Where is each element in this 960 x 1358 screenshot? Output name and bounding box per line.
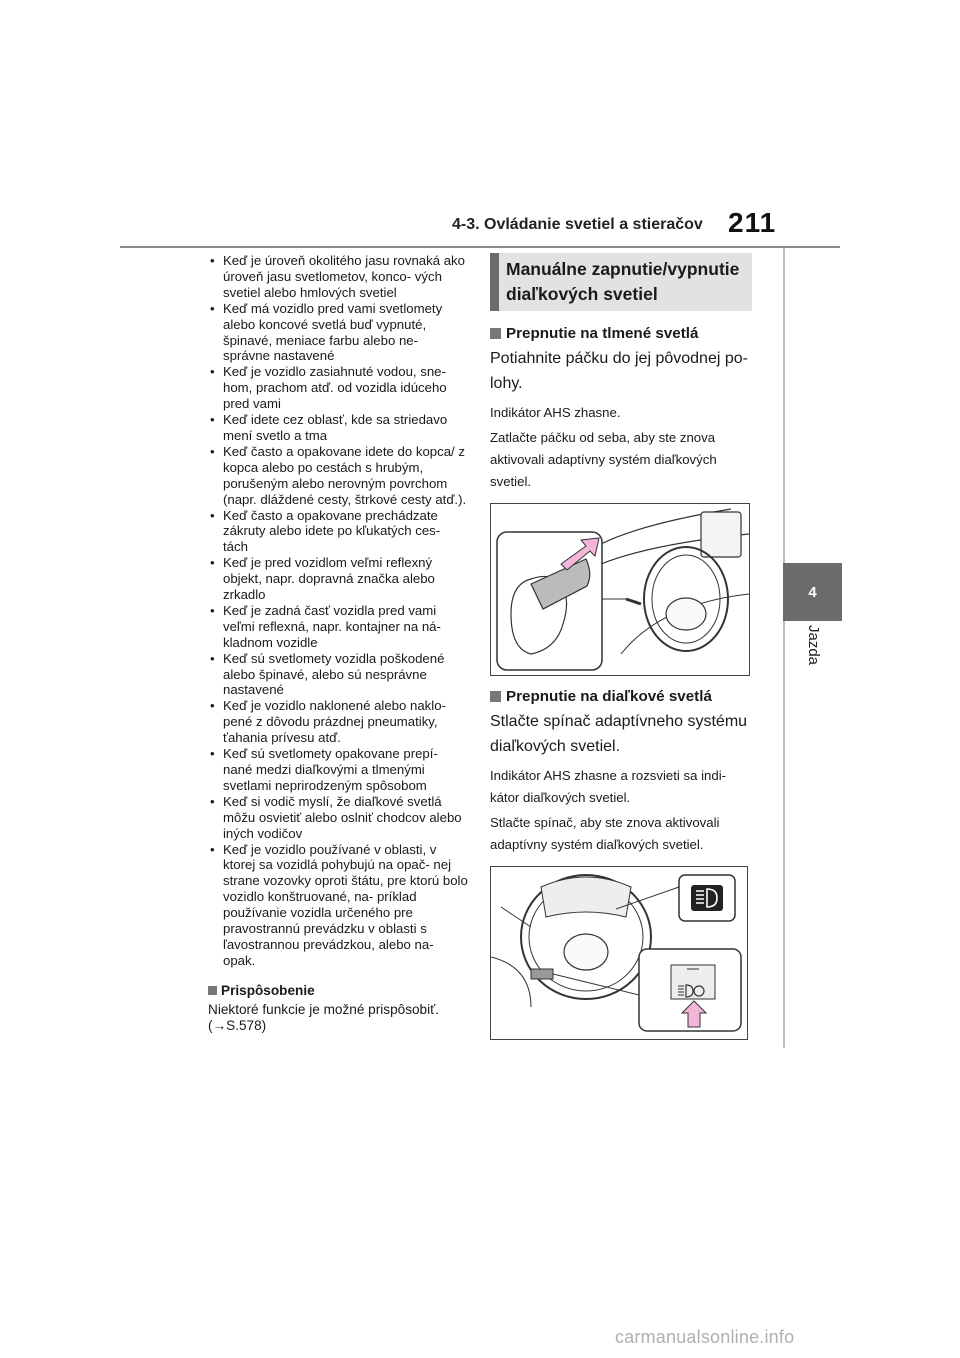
switch-drawing-icon [491,867,747,1039]
list-item: • Keď je vozidlo používané v oblasti, v ktorej sa vozidlá pohybujú na opač- nej strane vozovky oproti štátu, pre ktorú bolo vozidlo konštruované, na- príklad používanie vozidla určeného pre pravostrannú prevádzku v oblasti s ľavostrannou prevádzkou, alebo na- opak. [210,841,468,968]
lever-illustration [490,503,750,676]
list-item: • Keď je vozidlo naklonené alebo naklo- pené z dôvodu prázdnej pneumatiky, ťahania prívesu atď. [210,698,446,746]
chapter-label: Jazda [805,625,822,666]
customization-text[interactable]: Niektoré funkcie je možné prispôsobiť. (→S.578) [208,1001,440,1034]
high-beam-heading: Prepnutie na diaľkové svetlá [490,688,752,705]
chapter-tab[interactable]: 4 [783,563,842,621]
list-item: • Keď je pred vozidlom veľmi reflexný objekt, napr. dopravná značka alebo zrkadlo [210,555,435,603]
left-column [208,253,468,1035]
section-title-line-2: diaľkových svetiel [506,284,658,304]
side-divider [783,248,785,1048]
high-beam-note-2: Stlačte spínač, aby ste znova aktivovali adaptívny systém diaľkových svetiel. [490,815,720,852]
section-title-box [490,253,752,311]
customization-heading: Prispôsobenie [208,983,468,998]
lever-drawing-icon [491,504,749,675]
list-item: • Keď je úroveň okolitého jasu rovnaká ako úroveň jasu svetlometov, konco- vých svetiel alebo hmlových svetiel [210,253,465,300]
list-item: • Keď je zadná časť vozidla pred vami veľmi reflexná, napr. kontajner na ná- kladnom vozidle [210,602,441,650]
high-beam-note-1: Indikátor AHS zhasne a rozsvieti sa indi- kátor diaľkových svetiel. [490,768,727,805]
watermark: carmanualsonline.info [615,1327,795,1347]
low-beam-note-1: Indikátor AHS zhasne. [490,405,621,420]
list-item: • Keď si vodič myslí, že diaľkové svetlá môžu osvietiť alebo oslniť chodcov alebo iných vodičov [210,793,462,841]
square-bullet-icon [208,986,217,995]
header-divider [120,246,840,248]
list-item: • Keď idete cez oblasť, kde sa striedavo mení svetlo a tma [210,412,448,443]
low-beam-heading: Prepnutie na tlmené svetlá [490,325,752,342]
page-number: 211 [728,207,777,238]
list-item: • Keď je vozidlo zasiahnuté vodou, sne- hom, prachom atď. od vozidla idúceho pred vami [210,364,447,412]
list-item: • Keď sú svetlomety opakovane prepí- nané medzi diaľkovými a tlmenými svetlami neprirodzeným spôsobom [210,746,438,793]
list-item: • Keď sú svetlomety vozidla poškodené alebo špinavé, alebo sú nesprávne nastavené [210,650,445,698]
list-item: • Keď často a opakovane prechádzate zákruty alebo idete po kľukatých ces- tách [210,507,441,555]
condition-list [208,253,468,969]
square-bullet-icon [490,328,501,339]
low-beam-body: Potiahnite páčku do jej pôvodnej po- lohy. [490,350,748,392]
low-beam-note-2: Zatlačte páčku od seba, aby ste znova aktivovali adaptívny systém diaľkových svetiel. [490,430,717,489]
switch-illustration [490,866,748,1040]
list-item: • Keď má vozidlo pred vami svetlomety alebo koncové svetlá buď vypnuté, špinavé, meniace farbu alebo ne- správne nastavené [210,300,443,364]
square-bullet-icon [490,691,501,702]
section-header-title: 4-3. Ovládanie svetiel a stieračov [452,216,703,233]
list-item: • Keď často a opakovane idete do kopca/ z kopca alebo po cestách s hrubým, porušeným alebo nerovným povrchom (napr. dláždené cesty, štrkové cesty atď.). [210,443,467,507]
right-column [490,253,752,1040]
section-title-line-1: Manuálne zapnutie/vypnutie [506,259,740,279]
high-beam-body: Stlačte spínač adaptívneho systému diaľkových svetiel. [490,713,748,755]
